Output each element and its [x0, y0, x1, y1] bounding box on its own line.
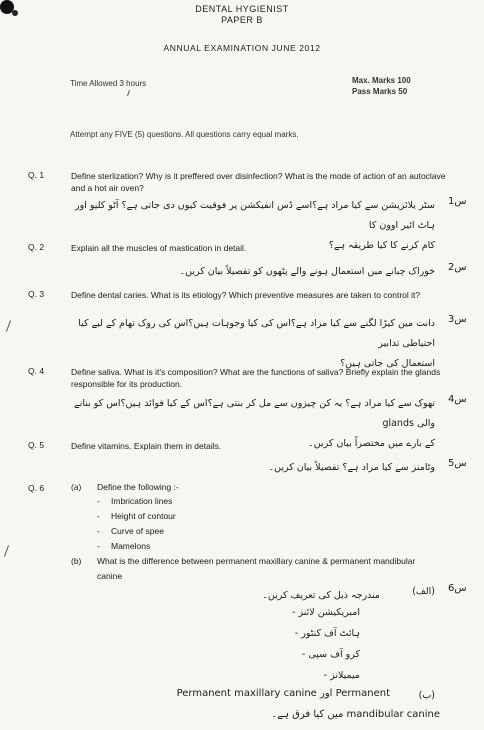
list-item-urdu: ہائٹ آف کنٹور - [294, 628, 360, 639]
part-label-urdu: (الف) [412, 586, 435, 597]
question-text: Define saliva. What is it's composition? What are the functions of saliva? Briefly explain the glands responsible for its production. [71, 367, 441, 389]
part-text-urdu: Permanent اور Permanent maxillary canine [176, 688, 390, 699]
question-number: Q. 5 [28, 440, 45, 450]
question-text-urdu: خوراک چبانے میں استعمال ہونے والے پٹھوں کو تفصیلاً بیان کریں۔ [179, 266, 435, 277]
part-label-urdu: (ب) [418, 690, 435, 701]
pen-mark [6, 320, 11, 332]
max-marks: Max. Marks 100 [352, 76, 411, 85]
list-item: - Imbrication lines [97, 496, 173, 506]
question-number-urdu: س6 [448, 583, 467, 594]
paper-code: PAPER B [221, 15, 263, 25]
question-text: Define vitamins. Explain them in details. [71, 441, 222, 451]
question-text: Explain all the muscles of mastication in detail. [71, 243, 247, 253]
list-item-urdu: میمیلانز - [323, 670, 360, 681]
pen-mark [4, 545, 9, 557]
list-item-urdu: امبریکیشن لائنز - [292, 607, 360, 618]
question-text-urdu: سٹر یلائزیشن سے کیا مراد ہے؟اسے ڈس انفیکشن پر فوقیت کیوں دی جاتی ہے؟ آٹو کلیو اور ہاٹ ائیر اوون کا کام کرنے کا کیا طریقہ ہے؟ [75, 200, 435, 251]
pass-marks: Pass Marks 50 [352, 87, 408, 96]
question-number: Q. 1 [28, 170, 45, 180]
question-number: Q. 6 [28, 483, 45, 493]
question-number: Q. 3 [28, 289, 45, 299]
pen-mark [127, 90, 130, 96]
instructions: Attempt any FIVE (5) questions. All questions carry equal marks. [70, 130, 299, 139]
part-label: (b) [71, 556, 82, 566]
part-text-urdu: mandibular canine میں کیا فرق ہے۔ [271, 709, 440, 720]
list-item: - Curve of spee [97, 526, 164, 536]
question-number: Q. 4 [28, 366, 45, 376]
question-number: Q. 2 [28, 242, 45, 252]
question-text: Define sterlization? Why is it preffered over disinfection? What is the mode of action of an autoclave and a hot air oven? [71, 171, 446, 193]
part-text: Define the following :- [97, 482, 179, 492]
time-allowed: Time Allowed 3 hours [70, 79, 147, 88]
list-item-urdu: کرو آف سپی - [301, 649, 360, 660]
part-text: What is the difference between permanent maxillary canine & permanent mandibular canine [97, 556, 416, 581]
question-text-urdu: وٹامنز سے کیا مراد ہے؟ تفصیلاً بیان کریں۔ [268, 462, 435, 473]
list-item: - Mamelons [97, 541, 151, 551]
part-text-urdu: مندرجہ ذیل کی تعریف کریں۔ [262, 590, 380, 601]
exam-name: ANNUAL EXAMINATION JUNE 2012 [163, 43, 321, 53]
question-text-urdu: تھوک سے کیا مراد ہے؟ یہ کن چیزوں سے مل کر بنتی ہے؟اس کے کیا فوائد ہیں؟اس کو بنانے والی glands کے بارے میں مختصراً بیان کریں۔ [74, 398, 435, 449]
part-label: (a) [71, 482, 82, 492]
question-number-urdu: س2 [448, 262, 467, 273]
question-text-urdu: دانت میں کیڑا لگنے سے کیا مراد ہے؟اس کی کیا وجوہات ہیں؟اس کی روک تھام کے لیے کیا احتیاطی تدابیر استعمال کی جاتی ہیں؟ [78, 318, 435, 369]
question-number-urdu: س1 [448, 196, 467, 207]
question-number-urdu: س4 [448, 394, 467, 405]
question-number-urdu: س5 [448, 458, 467, 469]
list-item: - Height of contour [97, 511, 176, 521]
question-number-urdu: س3 [448, 314, 467, 325]
question-text: Define dental caries. What is its etiology? Which preventive measures are taken to control it? [71, 290, 421, 300]
paper-title: DENTAL HYGIENIST [195, 4, 289, 14]
